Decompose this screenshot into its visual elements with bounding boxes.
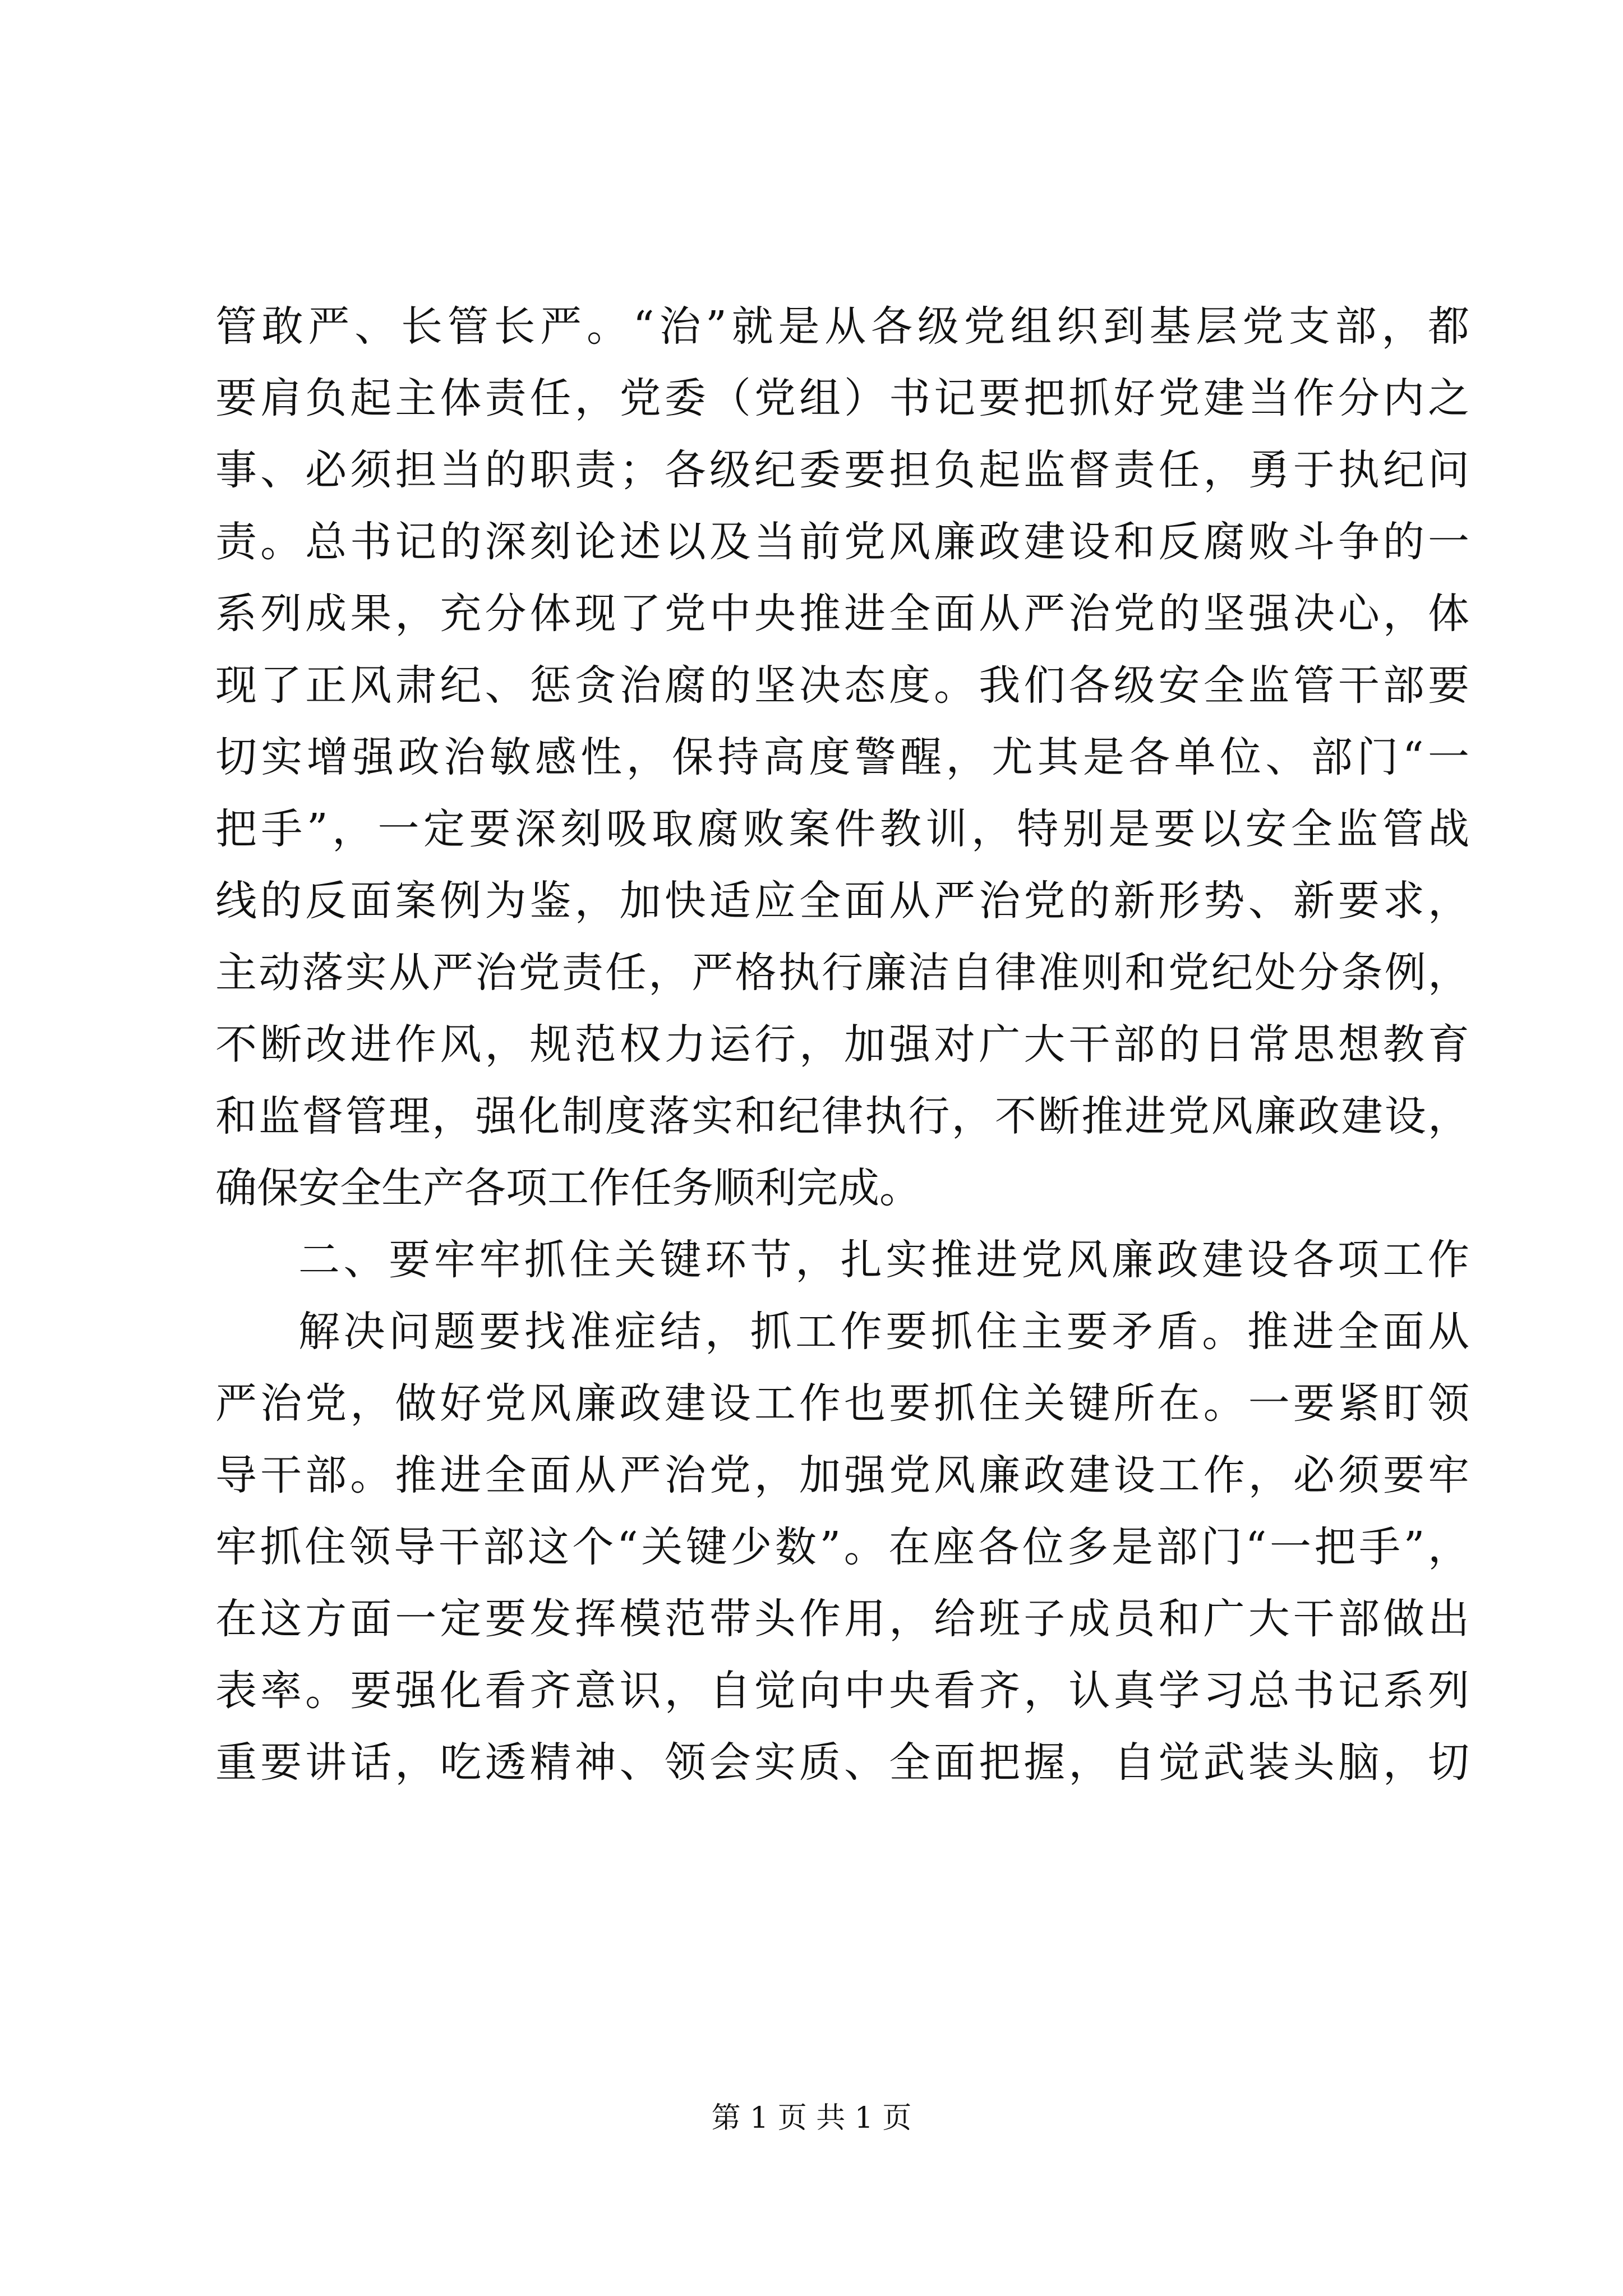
- paragraph-line: 解决问题要找准症结，抓工作要抓住主要矛盾。推进全面从: [298, 1308, 1469, 1356]
- document-body: [215, 291, 1469, 1798]
- paragraph-line: 要肩负起主体责任，党委（党组）书记要把抓好党建当作分内之: [215, 374, 1469, 422]
- paragraph-line: 管敢严、长管长严。“治”就是从各级党组织到基层党支部，都: [215, 302, 1469, 351]
- paragraph-line: 严治党，做好党风廉政建设工作也要抓住关键所在。一要紧盯领: [215, 1379, 1469, 1428]
- section-heading: 二、要牢牢抓住关键环节，扎实推进党风廉政建设各项工作: [298, 1236, 1469, 1284]
- paragraph-line: 主动落实从严治党责任，严格执行廉洁自律准则和党纪处分条例，: [215, 949, 1469, 997]
- paragraph-line: 切实增强政治敏感性，保持高度警醒，尤其是各单位、部门“一: [215, 733, 1469, 781]
- paragraph-line: 和监督管理，强化制度落实和纪律执行，不断推进党风廉政建设，: [215, 1092, 1469, 1140]
- paragraph-line: 把手”，一定要深刻吸取腐败案件教训，特别是要以安全监管战: [215, 805, 1469, 853]
- paragraph-line: 在这方面一定要发挥模范带头作用，给班子成员和广大干部做出: [215, 1595, 1469, 1643]
- paragraph-line: 牢抓住领导干部这个“关键少数”。在座各位多是部门“一把手”，: [215, 1523, 1469, 1571]
- paragraph-line: 线的反面案例为鉴，加快适应全面从严治党的新形势、新要求，: [215, 877, 1469, 925]
- paragraph-line: 责。总书记的深刻论述以及当前党风廉政建设和反腐败斗争的一: [215, 518, 1469, 566]
- paragraph-line: 事、必须担当的职责；各级纪委要担负起监督责任，勇于执纪问: [215, 446, 1469, 494]
- paragraph-line: 系列成果，充分体现了党中央推进全面从严治党的坚强决心，体: [215, 590, 1469, 638]
- paragraph-line: 重要讲话，吃透精神、领会实质、全面把握，自觉武装头脑，切: [215, 1738, 1469, 1787]
- paragraph-line: 不断改进作风，规范权力运行，加强对广大干部的日常思想教育: [215, 1020, 1469, 1069]
- page-number-footer: 第 1 页 共 1 页: [711, 2101, 912, 2135]
- paragraph-line: 导干部。推进全面从严治党，加强党风廉政建设工作，必须要牢: [215, 1451, 1469, 1499]
- paragraph-line: 确保安全生产各项工作任务顺利完成。: [215, 1164, 921, 1212]
- paragraph-line: 现了正风肃纪、惩贪治腐的坚决态度。我们各级安全监管干部要: [215, 661, 1469, 710]
- paragraph-line: 表率。要强化看齐意识，自觉向中央看齐，认真学习总书记系列: [215, 1667, 1469, 1715]
